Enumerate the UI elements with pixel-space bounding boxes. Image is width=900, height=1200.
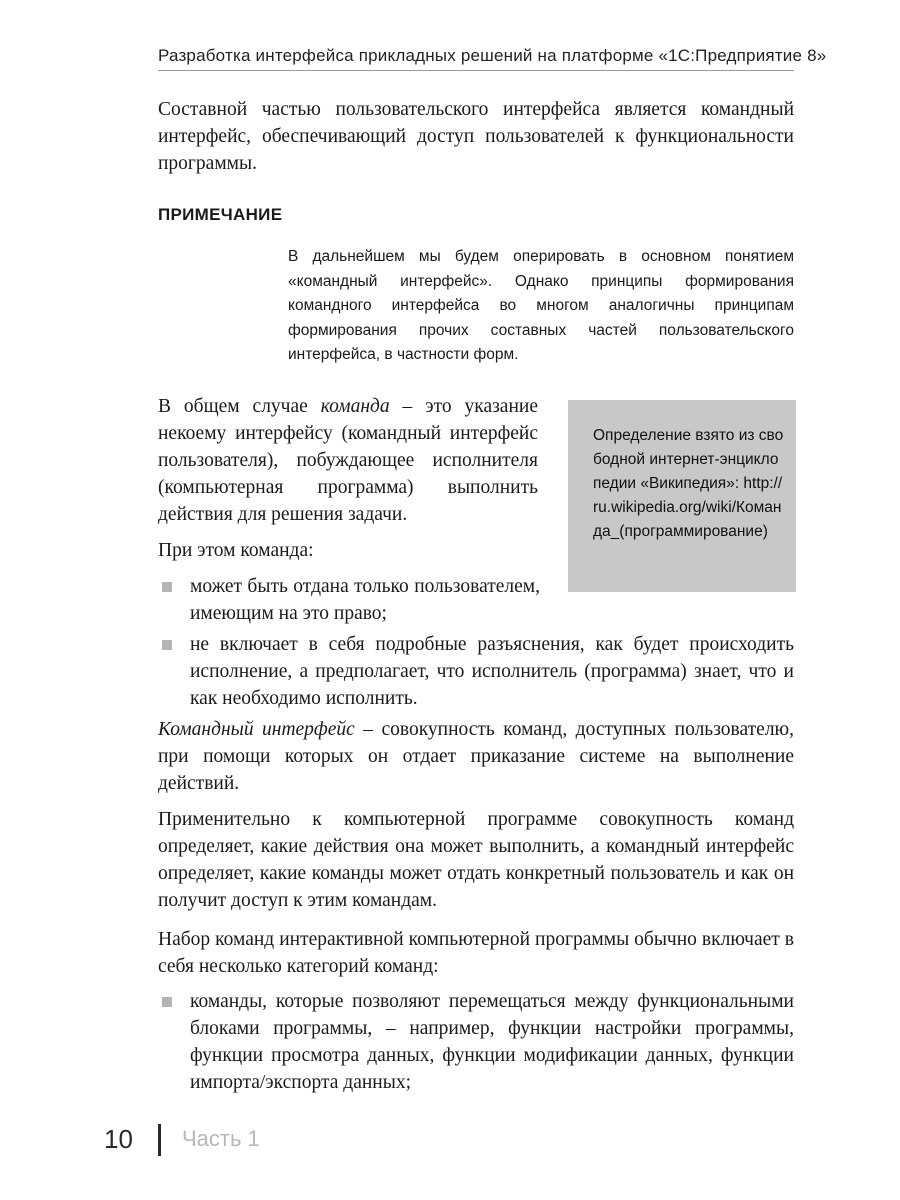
list-item-text: не включает в себя подробные разъяснения, как будет происходить исполнение, а предполагает, что исполнитель (программа) знает, что и как необходимо исполнить. <box>190 634 794 709</box>
list-item-text: команды, которые позволяют перемещаться между функциональными блоками программы, – например, функции настройки программы, функции просмотра данных, функции модификации данных, функции импорта/экспорта данных; <box>190 991 794 1093</box>
header-rule <box>158 70 794 71</box>
running-head: Разработка интерфейса прикладных решений на платформе «1С:Предприятие 8» <box>158 46 827 65</box>
categories-lead: Набор команд интерактивной компьютерной программы обычно включает в себя несколько категорий команд: <box>158 929 794 977</box>
list-item <box>162 631 794 715</box>
part-label: Часть 1 <box>182 1126 260 1151</box>
intro-paragraph: Составной частью пользовательского интерфейса является командный интерфейс, обеспечивающий доступ пользователей к функциональности программы. <box>158 99 794 174</box>
bullet-marker <box>162 582 172 592</box>
applied-paragraph: Применительно к компьютерной программе совокупность команд определяет, какие действия она может выполнить, а командный интерфейс определяет, какие команды может отдать конкретный пользователь и как он получит доступ к этим командам. <box>158 809 794 911</box>
command-props-lead: При этом команда: <box>158 540 314 561</box>
footer-divider <box>158 1124 161 1156</box>
list-item <box>162 573 794 633</box>
bullet-marker <box>162 640 172 650</box>
list-item-text: может быть отдана только пользователем, имеющим на это право; <box>190 576 540 624</box>
note-title: ПРИМЕЧАНИЕ <box>158 205 283 224</box>
definition-lead: В общем случае <box>158 396 321 417</box>
list-item <box>162 988 794 1100</box>
definition-paragraph <box>158 393 538 528</box>
sidebar-note-box <box>568 400 796 592</box>
definition-rest: – это указание некоему интерфейсу (командный интерфейс пользователя), побуждающее исполнителя (компьютерная программа) выполнить действия для решения задачи. <box>158 396 538 525</box>
note-text: В дальнейшем мы будем оперировать в основном понятием «командный интерфейс». Однако принципы формирования командного интерфейса во многом аналогичны принципам формирования прочих составных частей пользовательского интерфейса, в частности форм. <box>288 248 794 363</box>
sidebar-note-text: Определение взято из свободной интернет-энциклопедии «Википедия»: http://ru.wikipedia.org/wiki/Команда_(программирование) <box>593 427 784 540</box>
interface-term: Командный интерфейс <box>158 719 355 740</box>
definition-term: команда <box>320 396 390 417</box>
page-number: 10 <box>104 1124 133 1154</box>
bullet-marker <box>162 997 172 1007</box>
interface-definition <box>158 716 794 797</box>
interface-rest: – совокупность команд, доступных пользователю, при помощи которых он отдает приказание системе на выполнение действий. <box>158 719 794 794</box>
